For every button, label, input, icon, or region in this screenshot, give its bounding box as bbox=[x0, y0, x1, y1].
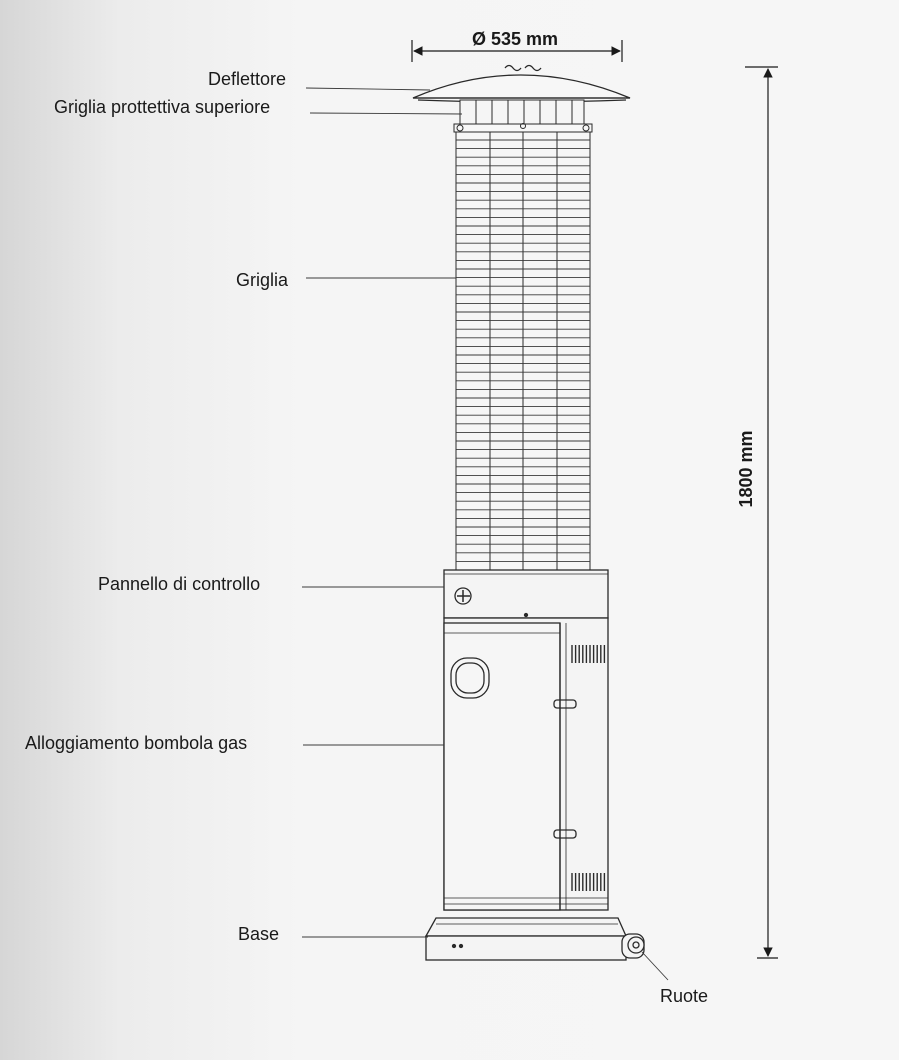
width-dimension-label: Ø 535 mm bbox=[472, 29, 559, 49]
label-deflettore: Deflettore bbox=[208, 69, 287, 89]
base-shape bbox=[426, 918, 626, 960]
control-panel-shape bbox=[444, 570, 608, 618]
label-base: Base bbox=[238, 924, 280, 944]
label-alloggiamento: Alloggiamento bombola gas bbox=[25, 733, 248, 753]
deflector-shape bbox=[413, 66, 630, 103]
label-griglia-superiore: Griglia prottettiva superiore bbox=[54, 97, 271, 117]
label-griglia: Griglia bbox=[236, 270, 289, 290]
label-ruote: Ruote bbox=[660, 986, 709, 1006]
upper-grille-shape bbox=[454, 100, 592, 132]
label-pannello: Pannello di controllo bbox=[98, 574, 261, 594]
height-dimension-line bbox=[745, 67, 778, 958]
main-grille-shape bbox=[456, 132, 590, 570]
height-dimension-label: 1800 mm bbox=[736, 430, 756, 508]
wheel-shape bbox=[622, 934, 644, 958]
